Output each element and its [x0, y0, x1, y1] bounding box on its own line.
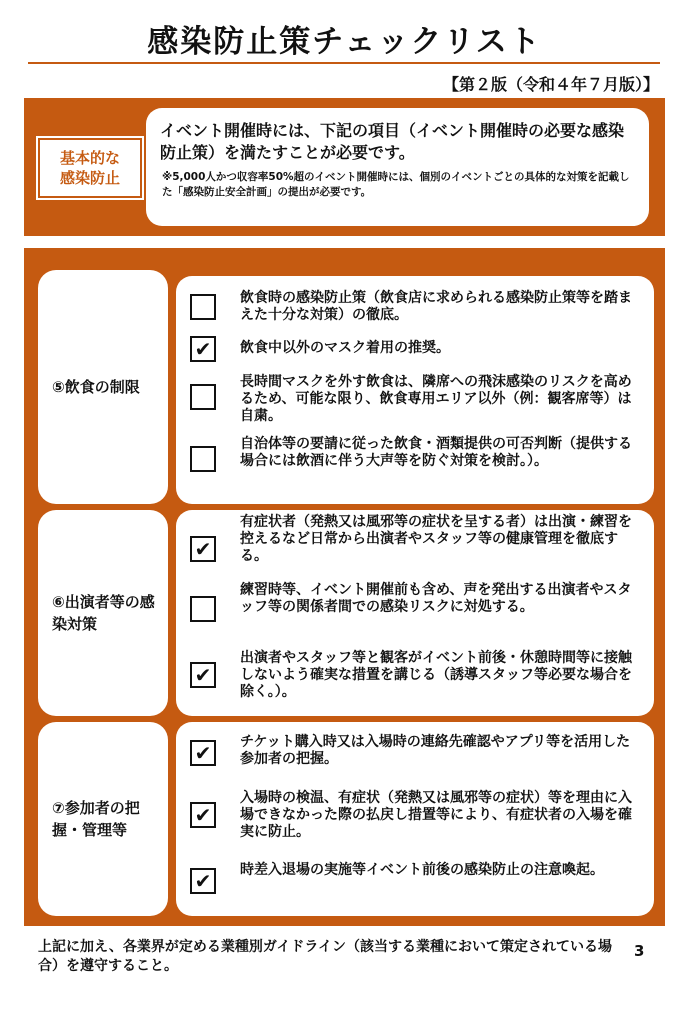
checklist-item-text: チケット購入時又は入場時の連絡先確認やアプリ等を活用した参加者の把握。: [240, 734, 631, 767]
checklist-item-text: 自治体等の要請に従った飲食・酒類提供の可否判断（提供する場合には飲酒に伴う大声等を防ぐ対策を検討。）。: [240, 436, 632, 469]
section-label: ⑦参加者の把握・管理等: [38, 722, 168, 916]
checkbox[interactable]: ✔: [190, 662, 216, 688]
page-number: 3: [634, 942, 645, 960]
checkbox[interactable]: [190, 596, 216, 622]
basic-label-line1: 基本的な: [59, 149, 120, 167]
checkbox[interactable]: [190, 294, 216, 320]
section-performer-measures: [24, 510, 665, 716]
checkbox[interactable]: ✔: [190, 740, 216, 766]
basic-main-text: イベント開催時には、下記の項目（イベント開催時の必要な感染防止策）を満たすことが必要です。: [160, 121, 625, 162]
footer-note: 上記に加え、各業界が定める業種別ガイドライン（該当する業種において策定されている場合）を遵守すること。: [38, 939, 612, 974]
section-items: [176, 276, 654, 504]
basic-label-line2: 感染防止: [59, 169, 120, 187]
basic-prevention-description: [146, 108, 649, 226]
checklist-item-text: 有症状者（発熱又は風邪等の症状を呈する者）は出演・練習を控えるなど日常から出演者やスタッフ等の健康管理を徹底する。: [240, 514, 632, 564]
checkbox[interactable]: ✔: [190, 336, 216, 362]
checklist-item-text: 飲食時の感染防止策（飲食店に求められる感染防止策等を踏まえた十分な対策）の徹底。: [240, 290, 632, 323]
checkbox[interactable]: [190, 446, 216, 472]
checklist-panel: [24, 248, 665, 926]
checklist-item-text: 入場時の検温、有症状（発熱又は風邪等の症状）等を理由に入場できなかった際の払戻し措置等により、有症状者の入場を確実に防止。: [240, 790, 632, 840]
checklist-item-text: 練習時等、イベント開催前も含め、声を発出する出演者やスタッフ等の関係者間での感染リスクに対処する。: [240, 582, 632, 615]
section-items: [176, 510, 654, 716]
checklist-item-text: 飲食中以外のマスク着用の推奨。: [240, 340, 450, 356]
section-participant-tracking: [24, 722, 665, 916]
edition-label: 【第２版（令和４年７月版）】: [442, 75, 659, 94]
section-food-restriction: [24, 270, 665, 506]
basic-prevention-panel: [24, 98, 665, 236]
checkbox[interactable]: ✔: [190, 536, 216, 562]
checkbox[interactable]: ✔: [190, 868, 216, 894]
checklist-item-text: 時差入退場の実施等イベント前後の感染防止の注意喚起。: [240, 862, 604, 878]
checkbox[interactable]: [190, 384, 216, 410]
section-label: ⑤飲食の制限: [38, 270, 168, 504]
section-items: [176, 722, 654, 916]
checklist-item-text: 出演者やスタッフ等と観客がイベント前後・休憩時間等に接触しないよう確実な措置を講じる（誘導スタッフ等必要な場合を除く。）。: [240, 650, 632, 700]
checklist-item-text: 長時間マスクを外す飲食は、隣席への飛沫感染のリスクを高めるため、可能な限り、飲食専用エリア以外（例：観客席等）は自粛。: [240, 374, 632, 424]
checkbox[interactable]: ✔: [190, 802, 216, 828]
title-underline: [28, 62, 660, 64]
basic-note: ※5,000人かつ収容率50%超のイベント開催時には、個別のイベントごとの具体的な対策を記載した「感染防止安全計画」の提出が必要です。: [162, 171, 630, 198]
page-title: 感染防止策チェックリスト: [147, 24, 542, 60]
basic-prevention-label: [38, 138, 142, 198]
section-label: ⑥出演者等の感染対策: [38, 510, 168, 716]
